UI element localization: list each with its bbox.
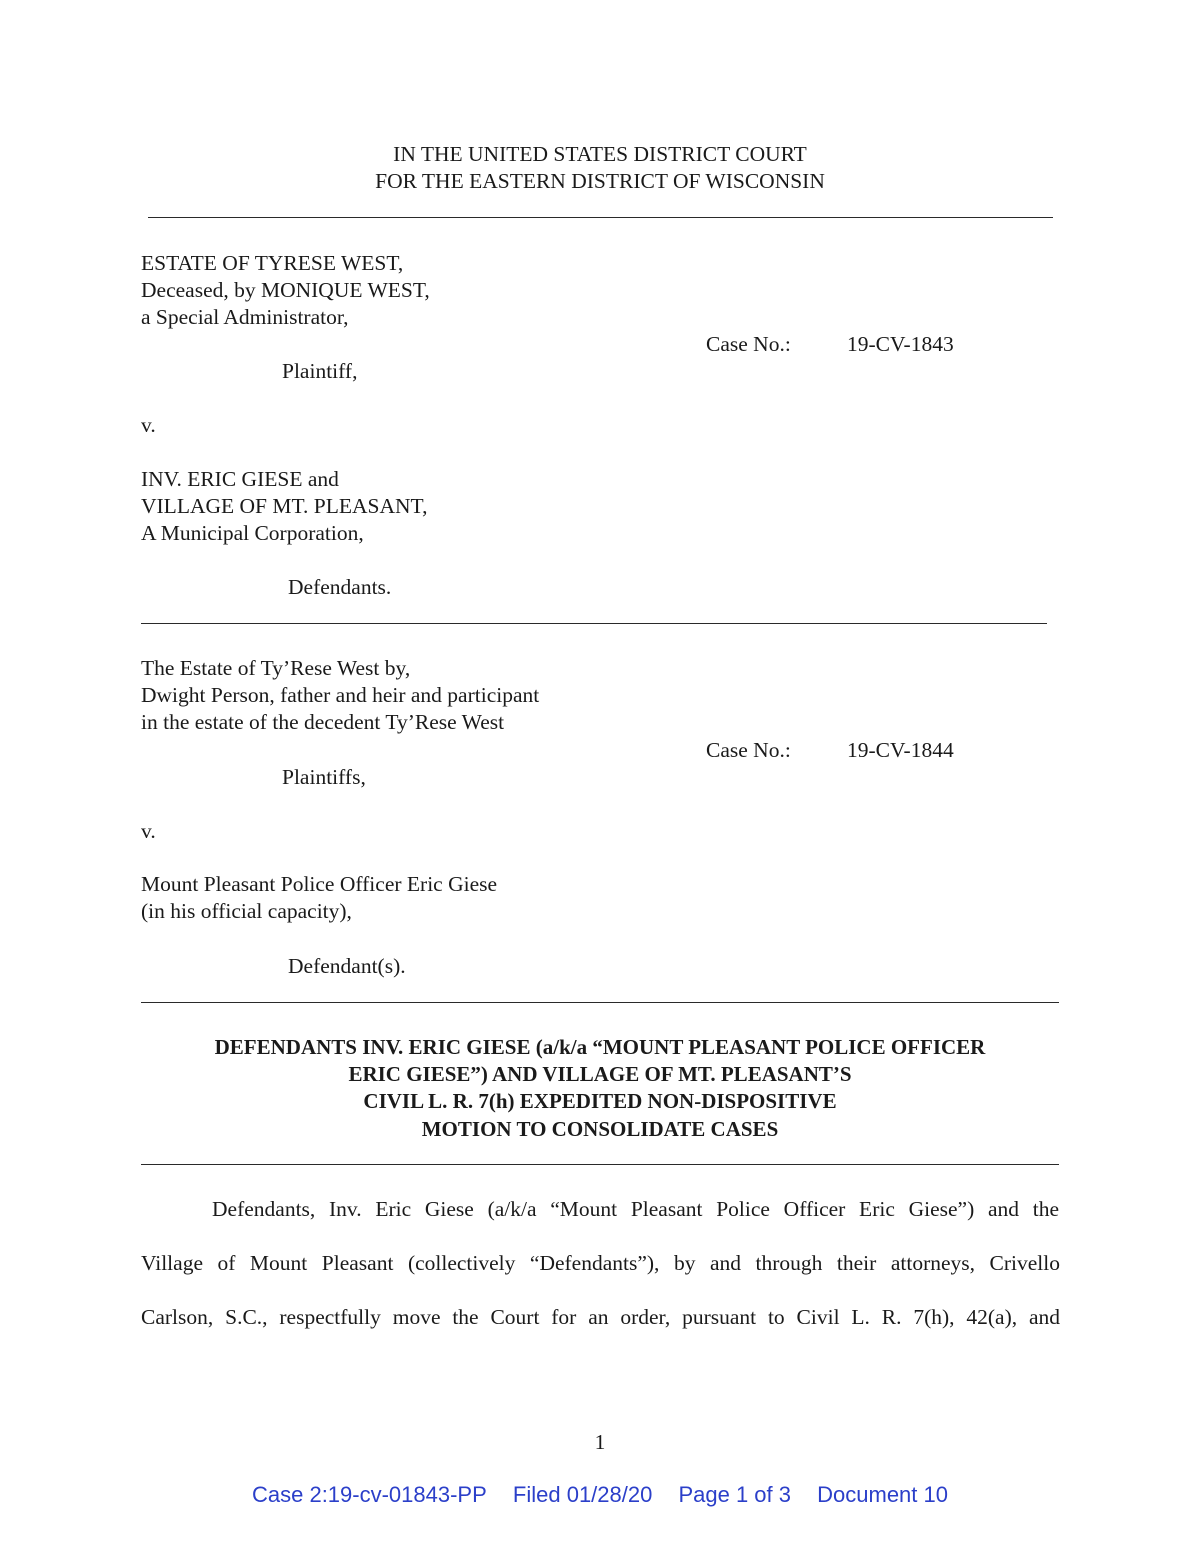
court-heading-line-1: IN THE UNITED STATES DISTRICT COURT (393, 142, 807, 166)
case-2-defendant-line: Mount Pleasant Police Officer Eric Giese (141, 872, 498, 896)
case-2-plaintiff-line: Dwight Person, father and heir and participant (141, 683, 540, 707)
case-2-versus: v. (141, 819, 156, 843)
motion-title-line: ERIC GIESE”) AND VILLAGE OF MT. PLEASANT’S (348, 1062, 852, 1086)
case-1-case-no-label: Case No.: (706, 332, 791, 356)
case-2-plaintiff-role: Plaintiffs, (282, 765, 366, 789)
case-2-case-no-label: Case No.: (706, 738, 791, 762)
case-1-defendant-line: VILLAGE OF MT. PLEASANT, (141, 494, 428, 518)
case-1-defendant-line: A Municipal Corporation, (141, 521, 364, 545)
case-1-defendant-role: Defendants. (288, 575, 392, 599)
filing-page-count: Page 1 of 3 (678, 1482, 792, 1507)
case-1-plaintiff-line: Deceased, by MONIQUE WEST, (141, 278, 430, 302)
filing-date: Filed 01/28/20 (512, 1482, 653, 1507)
case-1-plaintiff-line: a Special Administrator, (141, 305, 349, 329)
motion-title-line: MOTION TO CONSOLIDATE CASES (421, 1117, 779, 1141)
case-2-defendant-line: (in his official capacity), (141, 899, 352, 923)
motion-title-line: DEFENDANTS INV. ERIC GIESE (a/k/a “MOUNT PLEASANT POLICE OFFICER (214, 1035, 986, 1059)
body-line: Village of Mount Pleasant (collectively “Defendants”), by and through their attorneys, Crivello (141, 1251, 1060, 1275)
case-1-defendant-line: INV. ERIC GIESE and (141, 467, 339, 491)
caption-divider (141, 1002, 1059, 1003)
title-divider (141, 1164, 1059, 1165)
heading-divider (148, 217, 1053, 218)
court-heading-line-2: FOR THE EASTERN DISTRICT OF WISCONSIN (375, 169, 825, 193)
page-number: 1 (594, 1430, 606, 1454)
case-1-plaintiff-line: ESTATE OF TYRESE WEST, (141, 251, 404, 275)
case-2-plaintiff-line: The Estate of Ty’Rese West by, (141, 656, 411, 680)
case-1-case-number: 19-CV-1843 (847, 332, 954, 356)
case-2-plaintiff-line: in the estate of the decedent Ty’Rese West (141, 710, 505, 734)
filing-stamp (0, 1482, 1200, 1508)
caption-divider (141, 623, 1047, 624)
body-line: Carlson, S.C., respectfully move the Court for an order, pursuant to Civil L. R. 7(h), 42(a), and (141, 1305, 1060, 1329)
body-line: Defendants, Inv. Eric Giese (a/k/a “Mount Pleasant Police Officer Eric Giese”) and the (212, 1197, 1059, 1221)
case-1-plaintiff-role: Plaintiff, (282, 359, 358, 383)
filing-case-number: Case 2:19-cv-01843-PP (251, 1482, 487, 1507)
motion-title-line: CIVIL L. R. 7(h) EXPEDITED NON-DISPOSITIVE (363, 1089, 837, 1113)
case-2-defendant-role: Defendant(s). (288, 954, 406, 978)
filing-document-number: Document 10 (817, 1482, 948, 1507)
case-2-case-number: 19-CV-1844 (847, 738, 954, 762)
case-1-versus: v. (141, 413, 156, 437)
